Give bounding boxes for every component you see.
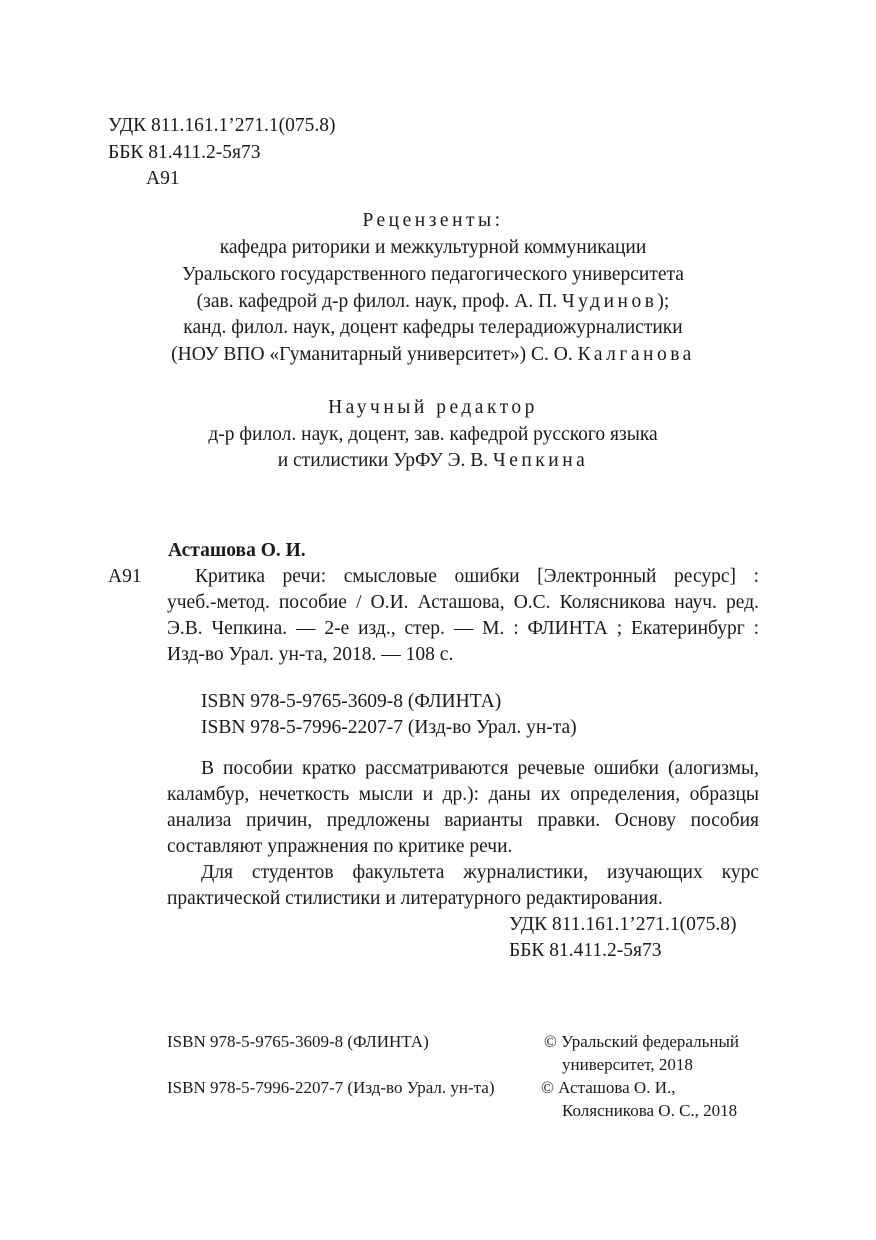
bib-line: Критика речи: смысловые ошибки [Электронный ресурс] : <box>195 566 759 587</box>
annotation-bbk: ББК 81.411.2-5я73 <box>509 940 662 961</box>
annotation-line: В пособии кратко рассматриваются речевые ошибки (алогизмы, <box>201 758 759 779</box>
annotation-line: Для студентов факультета журналистики, изучающих курс <box>201 862 759 883</box>
bib-isbn: ISBN 978-5-9765-3609-8 (ФЛИНТА) <box>201 691 502 712</box>
bib-author: Асташова О. И. <box>168 540 306 561</box>
bbk-code: ББК 81.411.2-5я73 <box>108 142 261 163</box>
reviewers-line: Уральского государственного педагогического университета <box>182 264 684 285</box>
copyright-notice: © Уральский федеральный <box>544 1032 739 1051</box>
bib-line: Изд-во Урал. ун-та, 2018. — 108 с. <box>167 644 454 665</box>
reviewers-line: кафедра риторики и межкультурной коммуникации <box>219 237 647 258</box>
reviewers-line <box>0 343 866 367</box>
reviewer-tail: ); <box>657 291 670 312</box>
editor-line: д-р филол. наук, доцент, зав. кафедрой русского языка <box>208 424 658 445</box>
reviewers-heading: Рецензенты: <box>362 210 504 231</box>
reviewer-initials: С. О. <box>530 344 573 365</box>
reviewer-name-kalganova: Калганова <box>577 344 695 365</box>
copyright-notice: © Асташова О. И., <box>541 1078 676 1097</box>
annotation-line: каламбур, нечеткость мысли и др.): даны их определения, образцы <box>167 784 759 805</box>
reviewer-affiliation: (НОУ ВПО «Гуманитарный университет») <box>171 344 527 365</box>
reviewer-name-chudinov: Чудинов <box>561 291 658 312</box>
bib-mark: А91 <box>108 566 142 587</box>
editor-affiliation: и стилистики УрФУ Э. В. <box>277 450 489 471</box>
editor-line <box>0 449 866 473</box>
annotation-udk: УДК 811.161.1’271.1(075.8) <box>509 914 737 935</box>
copyright-isbn: ISBN 978-5-7996-2207-7 (Изд-во Урал. ун-та) <box>167 1078 495 1097</box>
editor-heading: Научный редактор <box>328 397 538 418</box>
reviewer-affiliation: (зав. кафедрой д-р филол. наук, проф. А. П. <box>196 291 558 312</box>
bib-line: учеб.-метод. пособие / О.И. Асташова, О.С. Колясникова науч. ред. <box>167 592 759 613</box>
copyright-isbn: ISBN 978-5-9765-3609-8 (ФЛИНТА) <box>167 1032 429 1051</box>
bib-line: Э.В. Чепкина. — 2-е изд., стер. — М. : ФЛИНТА ; Екатеринбург : <box>167 618 759 639</box>
editor-name: Чепкина <box>493 450 589 471</box>
reviewers-line <box>0 290 866 314</box>
copyright-notice: Колясникова О. С., 2018 <box>562 1101 738 1120</box>
bib-isbn: ISBN 978-5-7996-2207-7 (Изд-во Урал. ун-та) <box>201 717 577 738</box>
reviewers-line: канд. филол. наук, доцент кафедры телерадиожурналистики <box>183 317 683 338</box>
annotation-line: составляют упражнения по критике речи. <box>167 836 513 857</box>
annotation-line: анализа причин, предложены варианты правки. Основу пособия <box>167 810 759 831</box>
annotation-line: практической стилистики и литературного редактирования. <box>167 888 663 909</box>
copyright-notice: университет, 2018 <box>562 1055 693 1074</box>
udk-code: УДК 811.161.1’271.1(075.8) <box>108 115 336 136</box>
author-mark: А91 <box>146 168 180 189</box>
